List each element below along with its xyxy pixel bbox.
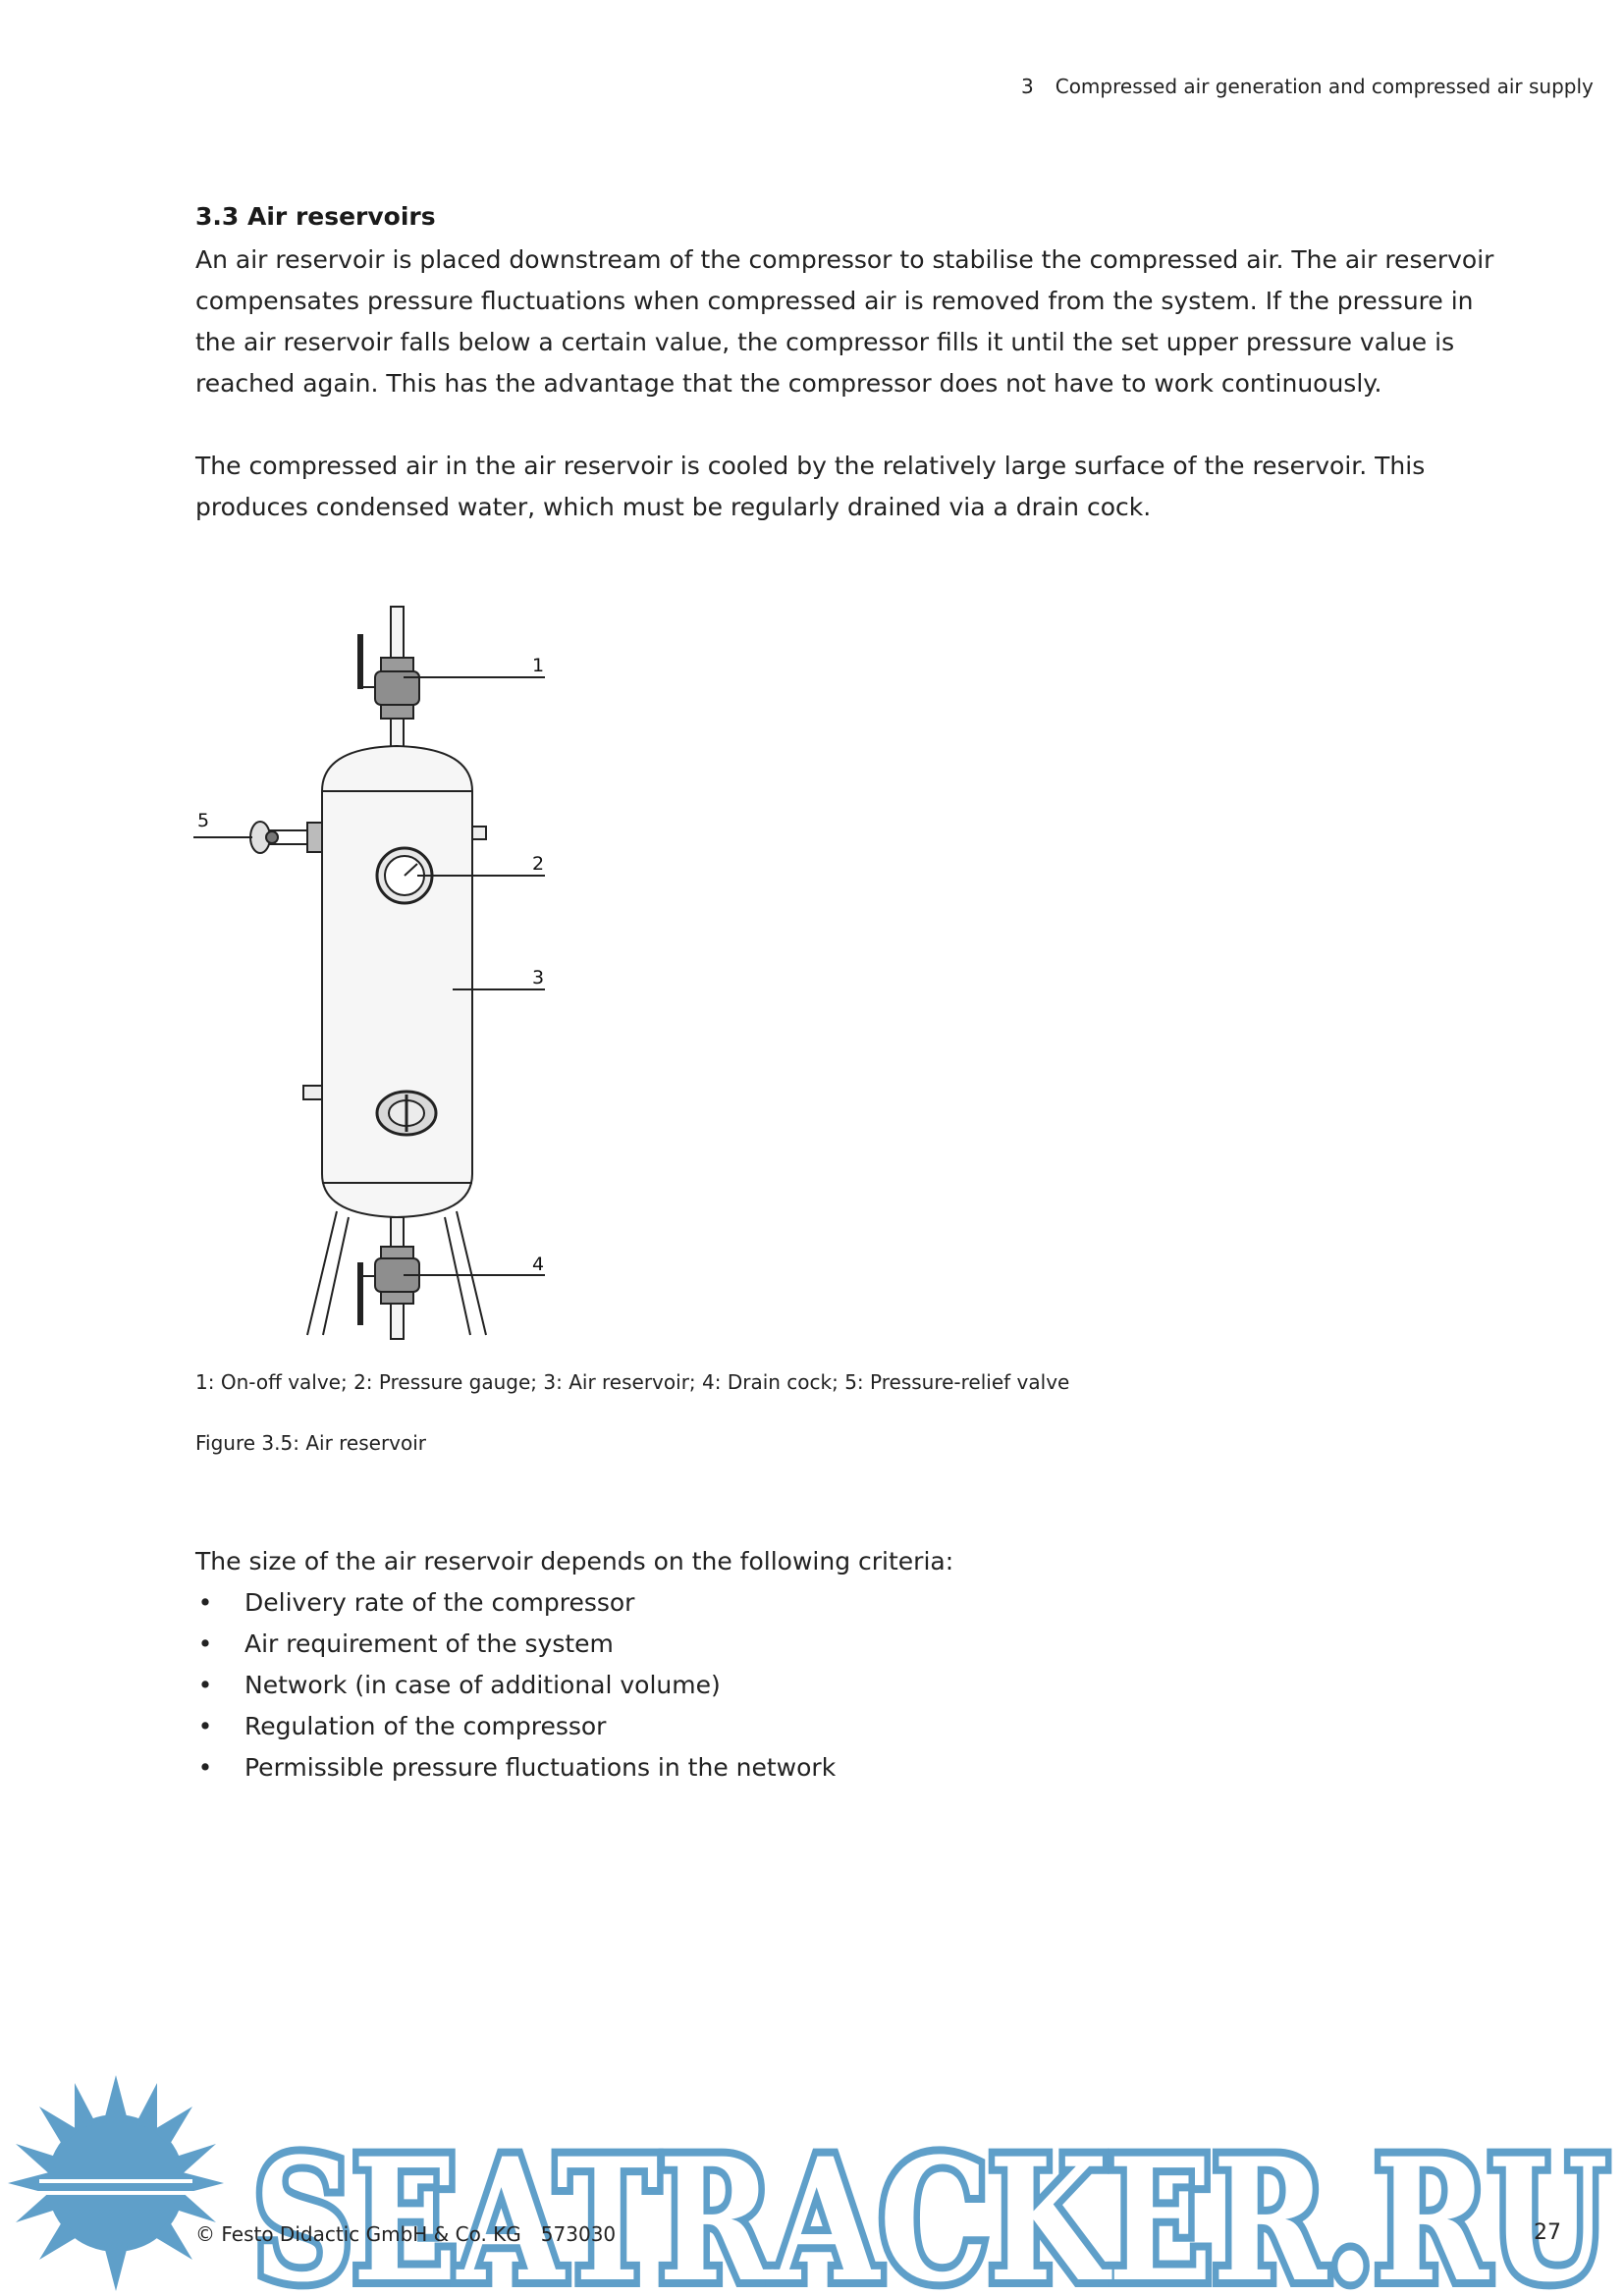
chapter-number: 3 — [1021, 75, 1034, 98]
list-item — [195, 1665, 836, 1706]
list-item-text: Air requirement of the system — [244, 1629, 614, 1658]
figure-legend: 1: On-off valve; 2: Pressure gauge; 3: Air reservoir; 4: Drain cock; 5: Pressure-relief valve — [195, 1370, 1070, 1394]
page-number: 27 — [1534, 2220, 1561, 2245]
list-item — [195, 1582, 836, 1624]
list-item — [195, 1706, 836, 1747]
bullet-icon: • — [197, 1753, 213, 1782]
watermark — [0, 2061, 1624, 2296]
sun-logo-icon — [8, 2075, 224, 2291]
list-item — [195, 1747, 836, 1789]
callout-1: 1 — [532, 655, 545, 676]
watermark-text: SEATRACKER.RU — [253, 2120, 1608, 2296]
list-item-text: Network (in case of additional volume) — [244, 1671, 721, 1699]
bullet-icon: • — [197, 1588, 213, 1617]
bullet-icon: • — [197, 1712, 213, 1740]
list-item-text: Regulation of the compressor — [244, 1712, 607, 1740]
chapter-title: Compressed air generation and compressed air supply — [1055, 75, 1594, 98]
copyright-text: © Festo Didactic GmbH & Co. KG — [195, 2222, 521, 2246]
callout-5: 5 — [197, 810, 210, 831]
criteria-intro: The size of the air reservoir depends on the following criteria: — [195, 1547, 954, 1575]
bullet-icon: • — [197, 1671, 213, 1699]
running-header — [1021, 75, 1594, 98]
bullet-icon: • — [197, 1629, 213, 1658]
figure-caption: Figure 3.5: Air reservoir — [195, 1431, 427, 1455]
list-item-text: Delivery rate of the compressor — [244, 1588, 635, 1617]
paragraph-condensate: The compressed air in the air reservoir is cooled by the relatively large surface of the reservoir. This produces condensed water, which must be regularly drained via a drain cock. — [195, 452, 1426, 521]
document-code: 573030 — [540, 2222, 617, 2246]
callout-4: 4 — [532, 1254, 545, 1275]
air-reservoir-figure — [191, 599, 565, 1345]
footer-copyright — [195, 2222, 616, 2246]
list-item — [195, 1624, 836, 1665]
section-title: 3.3 Air reservoirs — [195, 202, 436, 231]
list-item-text: Permissible pressure fluctuations in the network — [244, 1753, 837, 1782]
paragraph-intro: An air reservoir is placed downstream of the compressor to stabilise the compressed air. The air reservoir compensates pressure fluctuations when compressed air is removed from the system. If the pressure in the air reservoir falls below a certain value, the compressor fills it until the set upper pressure value is reached again. This has the advantage that the compressor does not have to work continuously. — [195, 245, 1494, 398]
callout-2: 2 — [532, 853, 545, 875]
criteria-list — [195, 1582, 836, 1789]
callout-3: 3 — [532, 967, 545, 988]
